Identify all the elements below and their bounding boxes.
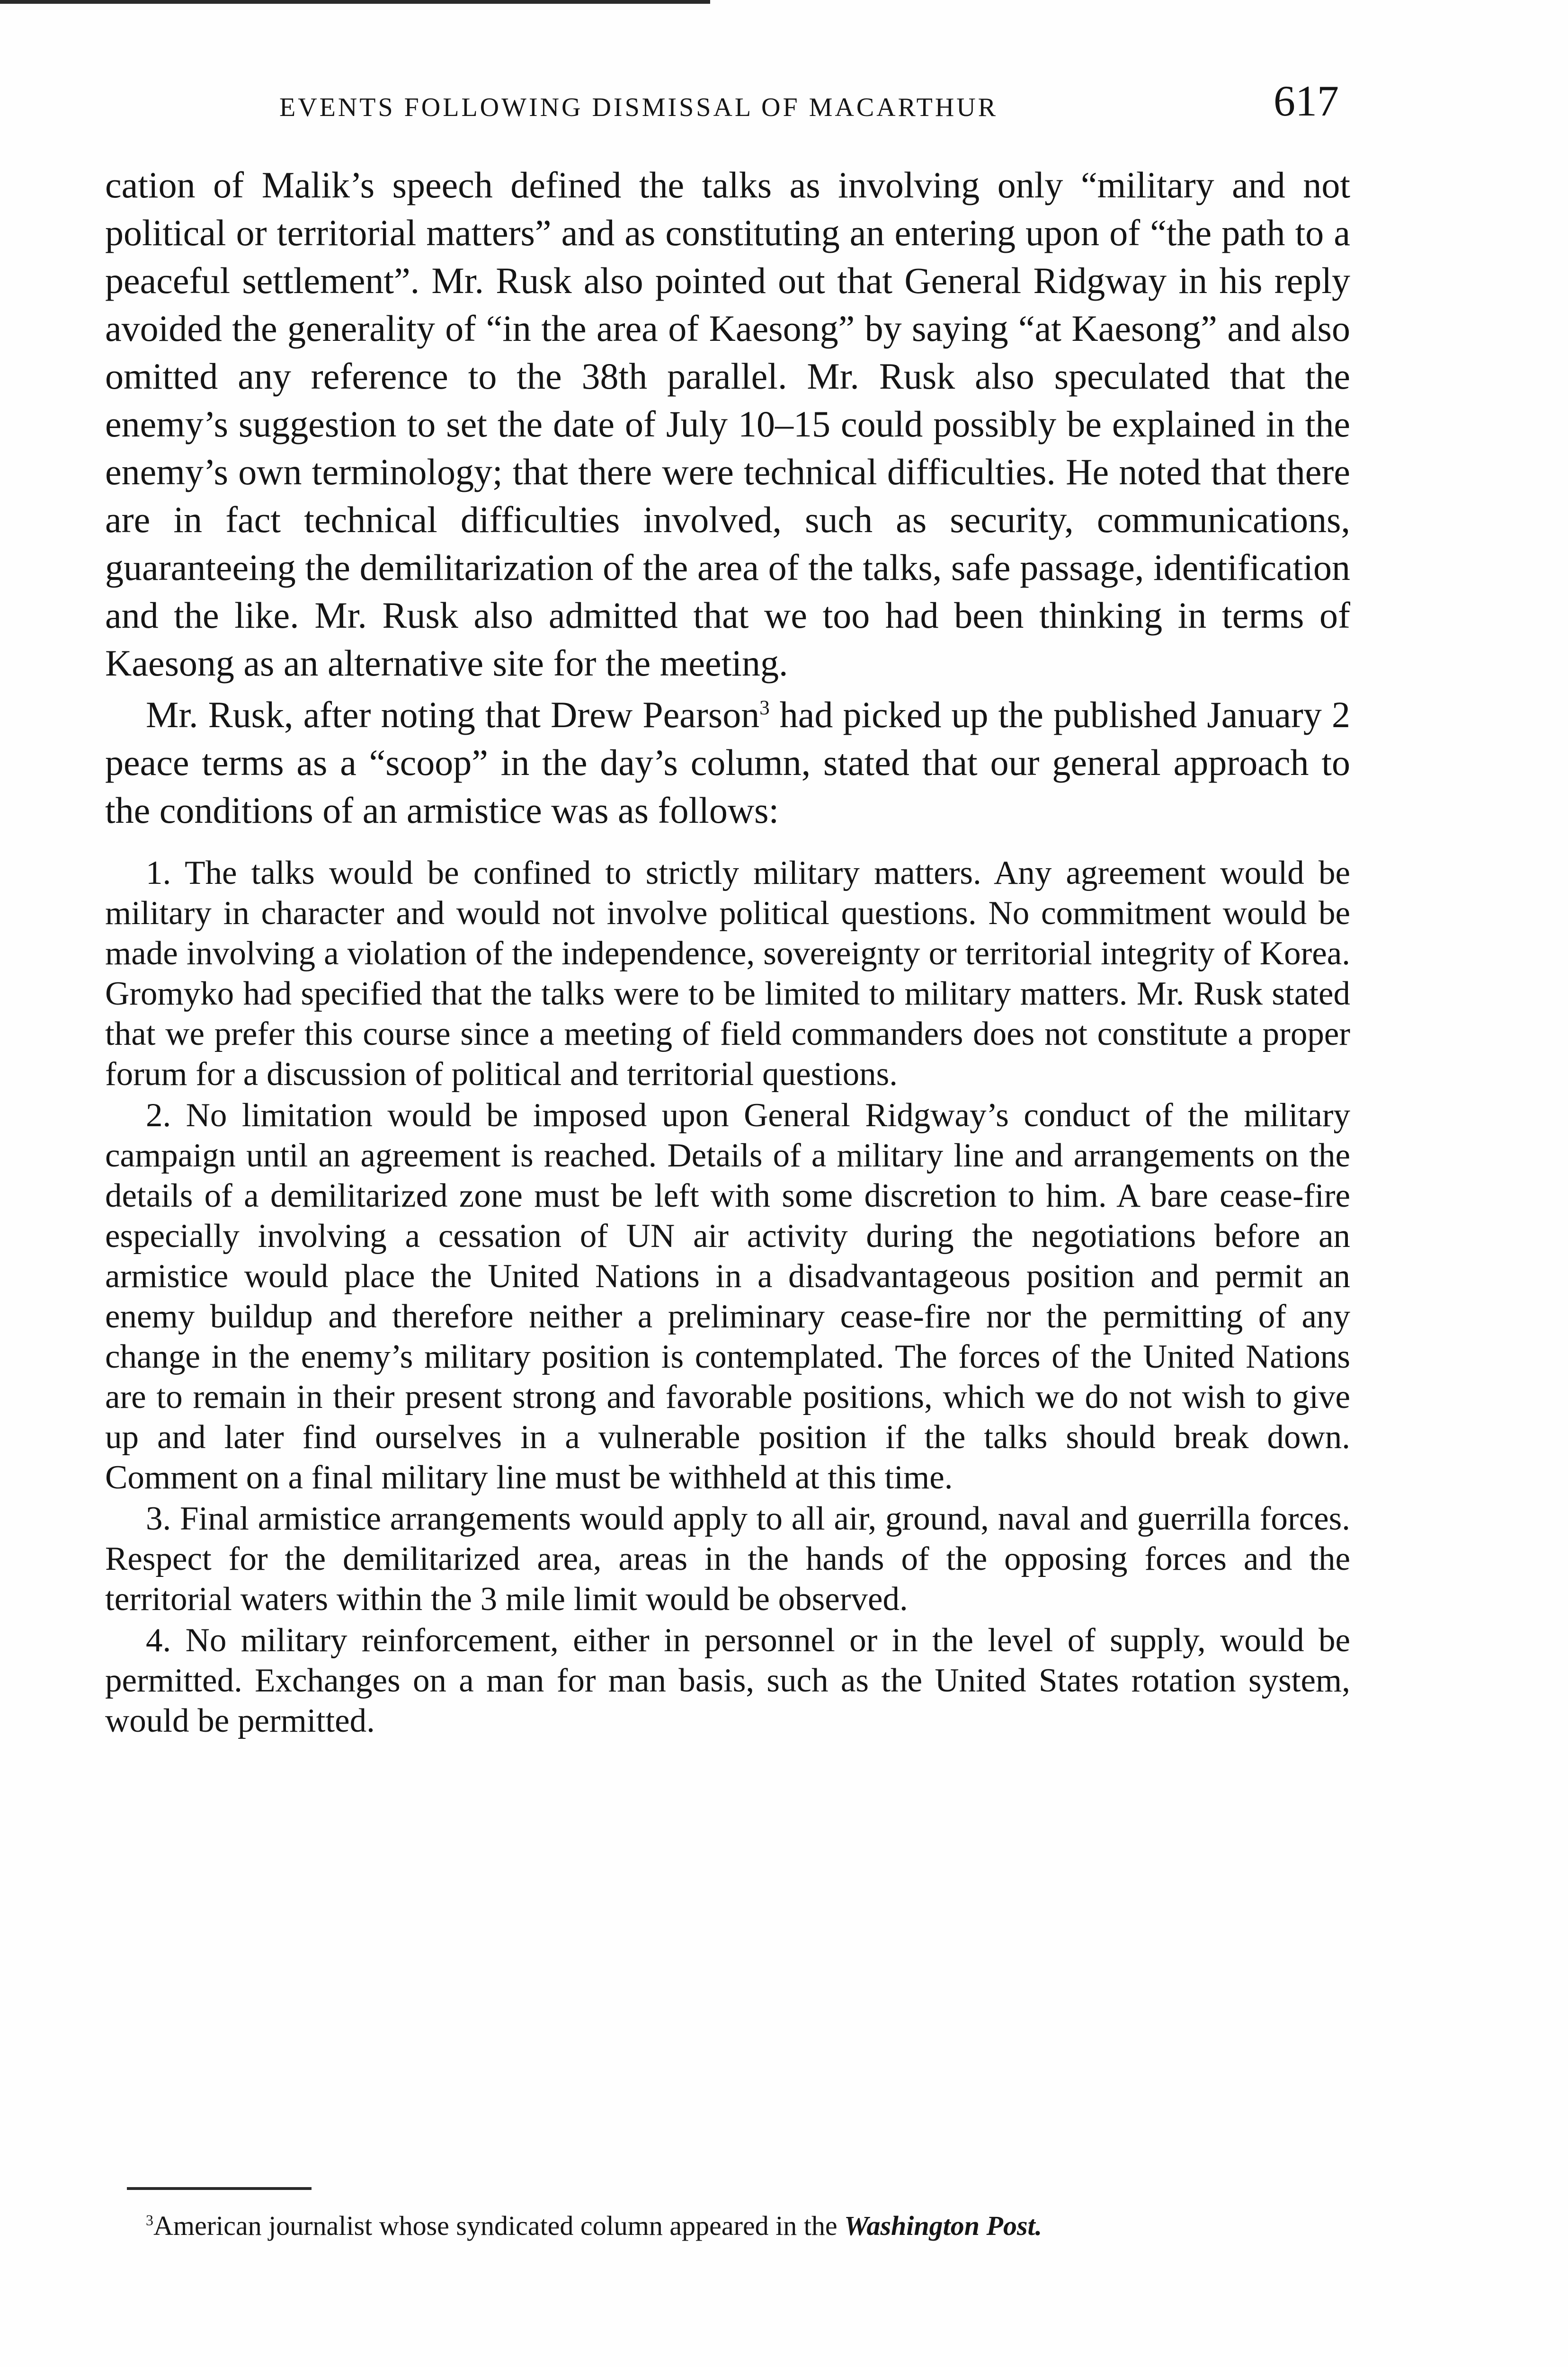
paragraph-text-after-note: had picked up the published January 2 peace terms as a “scoop” in the day’s column, stated that our general approach to the conditions of an armistice was as follows: — [105, 694, 1350, 831]
list-item: 4. No military reinforcement, either in personnel or in the level of supply, would be permitted. Exchanges on a man for man basis, such as the United States rotation system, would be permitted. — [105, 1622, 1350, 1739]
top-border-rule — [0, 0, 710, 4]
footnote-reference-marker: 3 — [759, 697, 770, 719]
footnote — [105, 2209, 1360, 2243]
footnote-text: American journalist whose syndicated column appeared in the — [153, 2210, 845, 2241]
list-item: 3. Final armistice arrangements would apply to all air, ground, naval and guerrilla forces. Respect for the demilitarized area, areas in the hands of the opposing forces and the territorial waters within the 3 mile limit would be observed. — [105, 1500, 1350, 1618]
paragraph-rusk-approach — [105, 691, 1350, 834]
list-item: 1. The talks would be confined to strictly military matters. Any agreement would be military in character and would not involve political questions. No commitment would be made involving a violation of the independence, sovereignty or territorial integrity of Korea. Gromyko had specified that the talks were to be limited to military matters. Mr. Rusk stated that we prefer this course since a meeting of field commanders does not constitute a proper forum for a discussion of political and territorial questions. — [105, 854, 1350, 1093]
list-item: 2. No limitation would be imposed upon General Ridgway’s conduct of the military campaign until an agreement is reached. Details of a military line and arrangements on the details of a demilitarized zone must be left with some discretion to him. A bare cease-fire especially involving a cessation of UN air activity during the negotiations before an armistice would place the United Nations in a disadvantageous position and permit an enemy buildup and therefore neither a preliminary cease-fire nor the permitting of any change in the enemy’s military position is contemplated. The forces of the United Nations are to remain in their present strong and favorable positions, which we do not wish to give up and later find ourselves in a vulnerable position if the talks should break down. Comment on a final military line must be withheld at this time. — [105, 1097, 1350, 1496]
body-text — [105, 161, 1350, 1742]
footnote-separator — [127, 2187, 312, 2190]
armistice-conditions-list — [105, 853, 1350, 1741]
footnote-publication-title: Washington Post. — [844, 2210, 1042, 2241]
page-number: 617 — [1274, 77, 1339, 125]
paragraph-continued: cation of Malik’s speech defined the talks as involving only “military and not political or territorial matters” and as constituting an entering upon of “the path to a peaceful settlement”. Mr. Rusk also pointed out that General Ridgway in his reply avoided the generality of “in the area of Kaesong” by saying “at Kaesong” and also omitted any reference to the 38th parallel. Mr. Rusk also speculated that the enemy’s suggestion to set the date of July 10–15 could possibly be explained in the enemy’s own terminology; that there were technical difficulties. He noted that there are in fact technical difficulties involved, such as security, communications, guaranteeing the demilitarization of the area of the talks, safe passage, identification and the like. Mr. Rusk also admitted that we too had been thinking in terms of Kaesong as an alternative site for the meeting. — [105, 164, 1350, 684]
paragraph-text-before-note: Mr. Rusk, after noting that Drew Pearson — [146, 694, 760, 735]
running-head: EVENTS FOLLOWING DISMISSAL OF MACARTHUR — [279, 93, 998, 122]
footnote-marker: 3 — [146, 2212, 153, 2229]
